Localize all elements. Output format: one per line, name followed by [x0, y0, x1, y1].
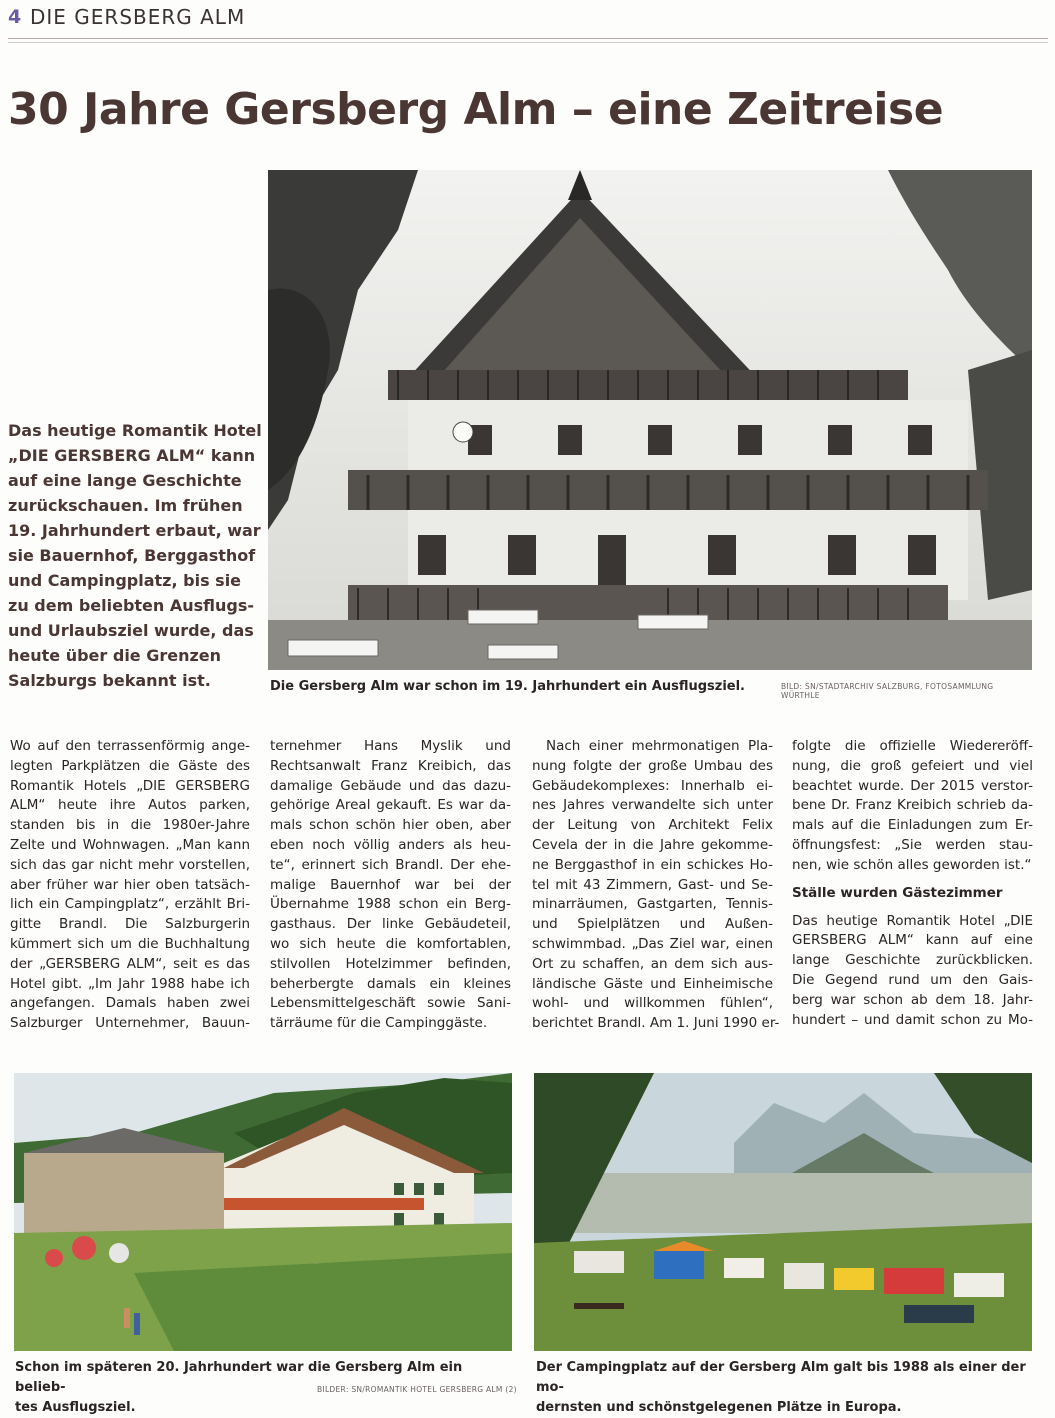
- text-line: angefangen. Damals haben zwei: [10, 995, 250, 1012]
- text-line: tärräume für die Campinggäste.: [270, 1015, 488, 1032]
- text-line: lich ein Campingplatz“, erzählt Bri-: [10, 896, 250, 913]
- body-column-4: [792, 737, 1033, 1030]
- intro-line: sie Bauernhof, Berggasthof: [8, 546, 256, 565]
- text-line: folgte die offizielle Wiedereröff-: [792, 738, 1033, 754]
- text-line: Lebensmittelgeschäft sowie Sani-: [270, 995, 511, 1012]
- text-line: Hotel gibt. „Im Jahr 1988 habe ich: [10, 975, 250, 992]
- article-title: 30 Jahre Gersberg Alm – eine Zeitreise: [8, 84, 944, 135]
- text-line: ne Berggasthof in ein schickes Ho-: [532, 856, 773, 873]
- text-line: und Spielplätzen und Außen-: [532, 916, 773, 933]
- text-line: mals auf die Einladungen zum Er-: [792, 817, 1033, 834]
- text-line: lange Geschichte zurückblicken.: [792, 952, 1033, 969]
- body-column-1: [10, 737, 250, 1034]
- text-line: ALM“ heute ihre Autos parken,: [10, 797, 250, 814]
- text-line: beherbergte damals ein kleines: [270, 975, 511, 992]
- text-line: ternehmer Hans Myslik und: [270, 738, 511, 754]
- main-photo-caption: Die Gersberg Alm war schon im 19. Jahrhundert ein Ausflugsziel.: [270, 679, 745, 694]
- text-line: Zelte und Wohnwagen. „Man kann: [10, 836, 250, 853]
- main-photo-credit: BILD: SN/STADTARCHIV SALZBURG, FOTOSAMMLUNG WÜRTHLE: [781, 682, 994, 700]
- caption-line: dernsten und schönstgelegenen Plätze in Europa.: [536, 1400, 902, 1415]
- intro-paragraph: [8, 418, 262, 693]
- text-line: Das heutige Romantik Hotel „DIE: [792, 912, 1033, 929]
- text-line: schwimmbad. „Das Ziel war, einen: [532, 935, 773, 952]
- text-line: Romantik Hotels „DIE GERSBERG: [10, 777, 250, 794]
- caption-line: Schon im späteren 20. Jahrhundert war die Gersberg Alm ein belieb-: [15, 1360, 463, 1395]
- header-rule: [8, 38, 1048, 39]
- text-line: ländische Gäste und Einheimische: [532, 975, 773, 992]
- text-line: nung, die groß gefeiert und viel: [792, 757, 1033, 774]
- intro-line: zu dem beliebten Ausflugs-: [8, 596, 255, 615]
- text-line: wohl- und willkommen fühlen“,: [532, 995, 773, 1012]
- text-line: der Leitung von Architekt Felix: [532, 817, 773, 834]
- text-line: GERSBERG ALM“ kann auf eine: [792, 932, 1033, 949]
- subheading: Ställe wurden Gästezimmer: [792, 884, 1003, 901]
- text-line: legten Parkplätzen die Gäste des: [10, 757, 250, 774]
- text-line: mals schon schön hier oben, aber: [270, 817, 511, 834]
- text-line: eben noch völlig anders als heu-: [270, 836, 511, 853]
- text-line: nes Jahres verwandelte sich unter: [532, 797, 773, 814]
- text-line: Cevela der in die Jahre gekomme-: [532, 836, 773, 853]
- intro-line: und Urlaubsziel wurde, das: [8, 621, 254, 640]
- intro-line: zurückschauen. Im frühen: [8, 496, 243, 515]
- text-line: kümmert sich um die Buchhaltung: [10, 935, 250, 952]
- intro-line: 19. Jahrhundert erbaut, war: [8, 521, 261, 540]
- page-number: 4: [8, 6, 22, 28]
- intro-line: Das heutige Romantik Hotel: [8, 421, 262, 440]
- text-line: Salzburger Unternehmer, Bauun-: [10, 1015, 250, 1032]
- text-line: Ort zu schaffen, an dem sich aus-: [532, 955, 773, 972]
- intro-line: „DIE GERSBERG ALM“ kann: [8, 446, 256, 465]
- intro-line: Salzburgs bekannt ist.: [8, 671, 211, 690]
- text-line: nung folgte der große Umbau des: [532, 757, 773, 774]
- text-line: gitte Brandl. Die Salzburgerin: [10, 916, 250, 933]
- text-line: standen bis in die 1980er-Jahre: [10, 817, 250, 834]
- body-column-3: [532, 737, 780, 1034]
- text-line: öffnungsfest: „Sie werden stau-: [792, 836, 1033, 853]
- text-line: gehörige Areal gekauft. Es war da-: [270, 797, 511, 814]
- text-line: der „GERSBERG ALM“, seit es das: [10, 955, 250, 972]
- campsite-color-photo: [534, 1073, 1032, 1351]
- bottom-left-credit: BILDER: SN/ROMANTIK HOTEL GERSBERG ALM (2): [317, 1385, 517, 1394]
- text-line: hundert – und damit schon zu Mo-: [792, 1011, 1033, 1028]
- intro-line: auf eine lange Geschichte: [8, 471, 242, 490]
- text-line: Die Gegend rund um den Gais-: [792, 971, 1033, 988]
- text-line: Gebäudekomplexes: Innerhalb ei-: [532, 777, 773, 794]
- text-line: beachtet wurde. Der 2015 verstor-: [792, 777, 1033, 794]
- text-line: minarräumen, Gastgarten, Tennis-: [532, 896, 773, 913]
- header-rule-secondary: [8, 42, 1048, 43]
- text-line: aber früher war hier oben tatsäch-: [10, 876, 250, 893]
- text-line: sich das gar nicht mehr vorstellen,: [10, 856, 250, 873]
- text-line: Nach einer mehrmonatigen Pla-: [546, 738, 773, 754]
- section-title: DIE GERSBERG ALM: [30, 5, 246, 29]
- text-line: Rechtsanwalt Franz Kreibich, das: [270, 757, 511, 774]
- body-column-2: [270, 737, 511, 1034]
- intro-line: und Campingplatz, bis sie: [8, 571, 242, 590]
- text-line: bene Dr. Franz Kreibich schrieb da-: [792, 797, 1033, 814]
- text-line: berg war schon ab dem 18. Jahr-: [792, 991, 1033, 1008]
- text-line: Wo auf den terrassenförmig ange-: [10, 738, 250, 754]
- text-line: damalige Gebäude und das dazu-: [270, 777, 511, 794]
- text-line: Übernahme 1988 schon ein Berg-: [270, 896, 511, 913]
- text-line: nen, wie schön alles geworden ist.“: [792, 856, 1032, 873]
- hotel-color-photo: [14, 1073, 512, 1351]
- text-line: te“, erinnert sich Brandl. Der ehe-: [270, 856, 511, 873]
- historic-photo-gersberg-alm: [268, 170, 1032, 670]
- bottom-right-caption: [536, 1358, 1036, 1418]
- caption-line: tes Ausflugsziel.: [15, 1400, 136, 1415]
- text-line: wo sich heute die komfortablen,: [270, 935, 511, 952]
- text-line: malige Bauernhof war bei der: [270, 876, 511, 893]
- text-line: gasthaus. Der linke Gebäudeteil,: [270, 916, 511, 933]
- text-line: stilvollen Hotelzimmer befinden,: [270, 955, 511, 972]
- text-line: tel mit 43 Zimmern, Gast- und Se-: [532, 876, 773, 893]
- text-line: berichtet Brandl. Am 1. Juni 1990 er-: [532, 1015, 780, 1032]
- intro-line: heute über die Grenzen: [8, 646, 222, 665]
- caption-line: Der Campingplatz auf der Gersberg Alm galt bis 1988 als einer der mo-: [536, 1360, 1026, 1395]
